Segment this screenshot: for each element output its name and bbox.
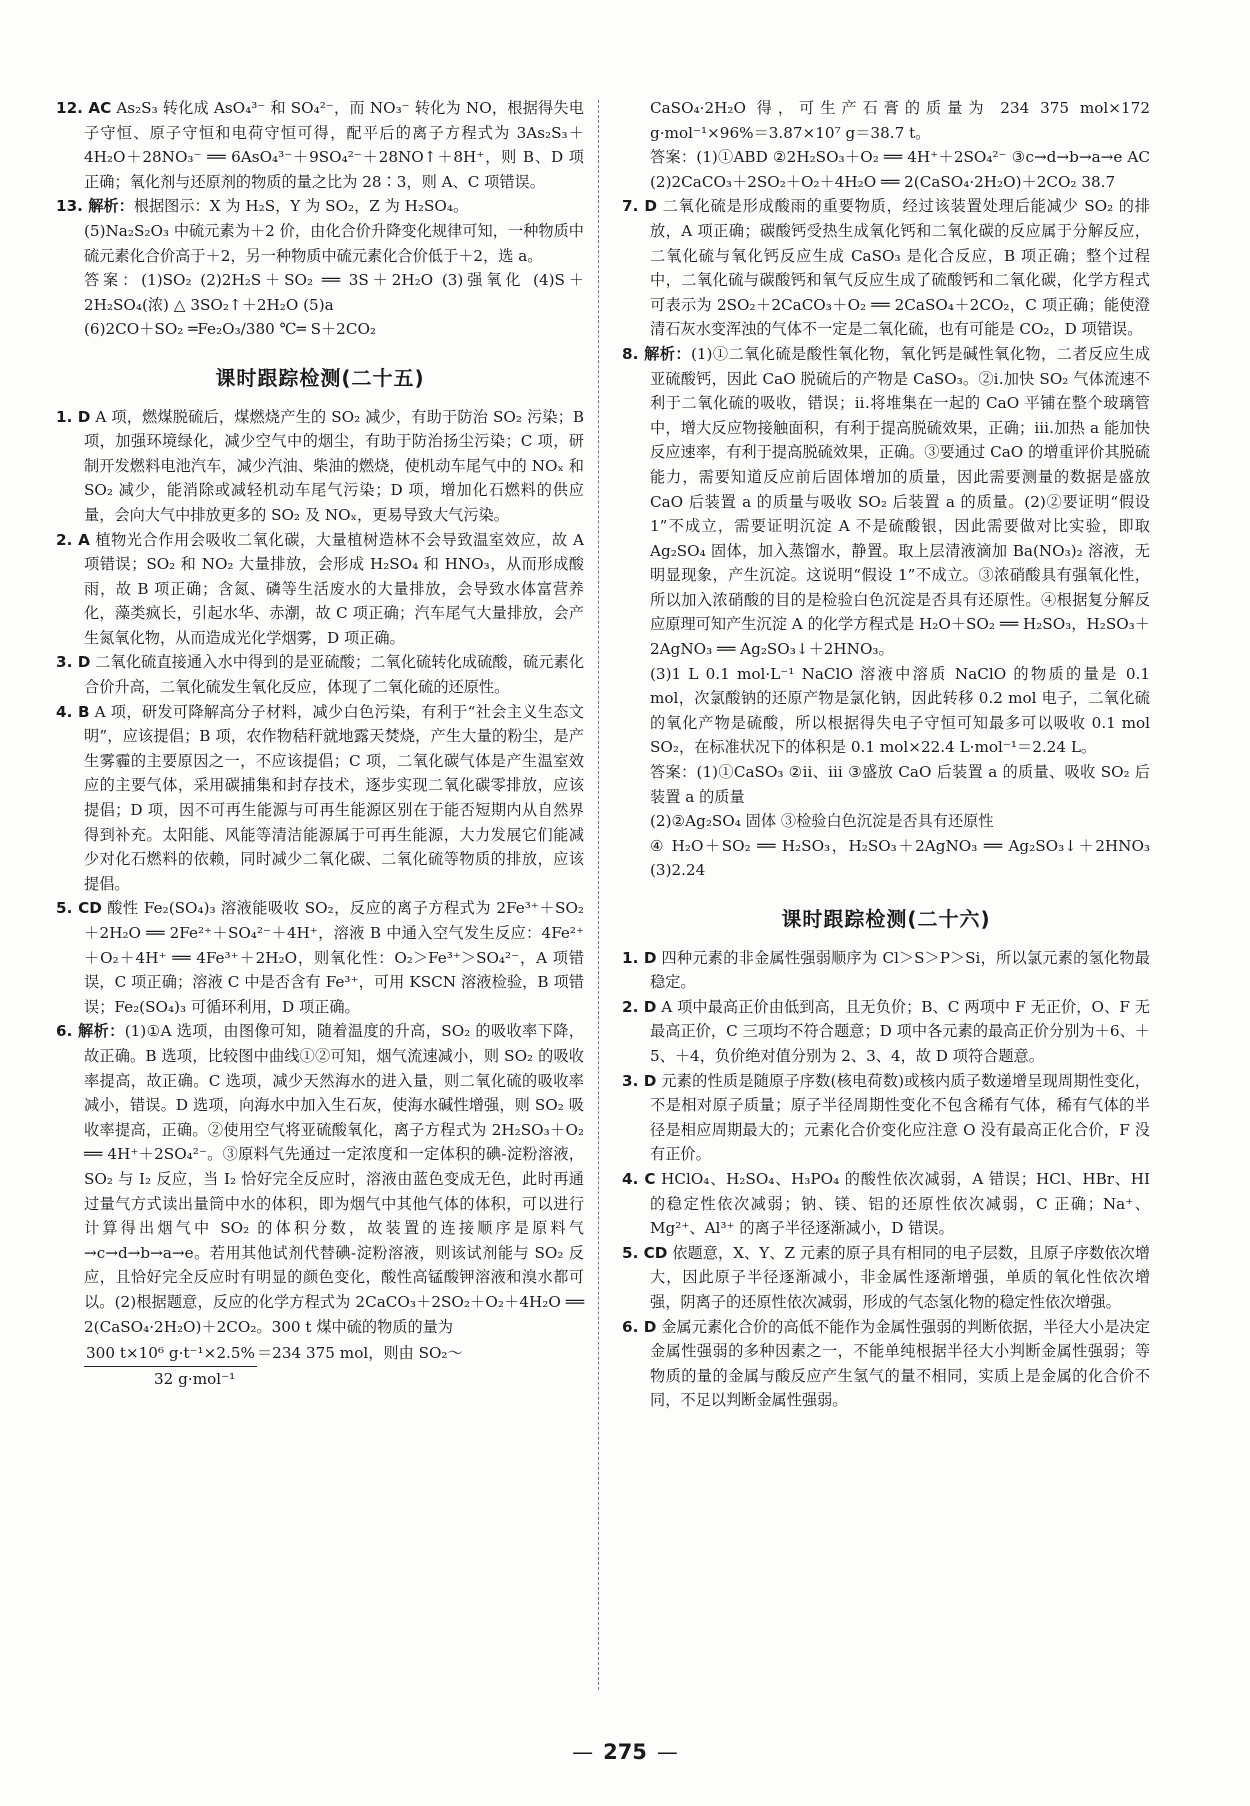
paragraph-text: 二氧化硫是形成酸雨的重要物质，经过该装置处理后能减少 SO₂ 的排放，A 项正确；碳酸钙受热生成氧化钙和二氧化碳的反应属于分解反应，二氧化硫与氧化钙反应生成 CaSO₃ 是化合反应，B 项正确；整个过程中，二氧化硫与碳酸钙和氧气反应生成了硫酸钙和二氧化碳，化学方程式可表示为 2SO₂＋2CaCO₃＋O₂ ══ 2CaSO₄＋2CO₂，C 项正确；能使澄清石灰水变浑浊的气体不一定是二氧化硫，也有可能是 CO₂，D 项错误。 xyxy=(650,197,1150,339)
paragraph-text: 四种元素的非金属性强弱顺序为 Cl＞S＞P＞Si，所以氯元素的氢化物最稳定。 xyxy=(650,948,1150,992)
answer-paragraph xyxy=(56,405,584,528)
paragraph-text: (5)Na₂S₂O₃ 中硫元素为＋2 价，由化合价升降变化规律可知，一种物质中硫元素化合价高于＋2，另一种物质中硫元素化合价低于＋2，选 a。 xyxy=(84,221,584,265)
paragraph-text: 依题意，X、Y、Z 元素的原子具有相同的电子层数，且原子序数依次增大，因此原子半径逐渐减小，非金属性逐渐增强，单质的氧化性依次增强，阴离子的还原性依次减弱，形成的气态氢化物的稳定性依次增强。 xyxy=(650,1243,1150,1311)
answer-paragraph xyxy=(622,96,1150,145)
paragraph-text: (3)1 L 0.1 mol·L⁻¹ NaClO 溶液中溶质 NaClO 的物质的量是 0.1 mol，次氯酸钠的还原产物是氯化钠，因此转移 0.2 mol 电子，二氧化硫的氧化产物是硫酸，所以根据得失电子守恒可知最多可以吸收 0.1 mol SO₂，在标准状况下的体积是 0.1 mol×22.4 L·mol⁻¹＝2.24 L。 xyxy=(650,664,1150,757)
answer-paragraph xyxy=(622,834,1150,883)
paragraph-text: 元素的性质是随原子序数(核电荷数)或核内质子数递增呈现周期性变化，不是相对原子质量；原子半径周期性变化不包含稀有气体，稀有气体的半径是相应周期最大的；元素化合价变化应注意 O 没有最高正化合价，F 没有正价。 xyxy=(650,1071,1150,1164)
answer-paragraph xyxy=(56,219,584,268)
section-heading: 课时跟踪检测(二十五) xyxy=(215,365,425,390)
question-number: 8. 解析： xyxy=(622,344,691,363)
question-number: 1. D xyxy=(622,948,657,967)
answer-paragraph xyxy=(56,650,584,699)
fraction-tail: ＝234 375 mol，则由 SO₂～ xyxy=(256,1344,463,1363)
fraction-expression xyxy=(84,1341,584,1391)
answer-paragraph xyxy=(56,317,584,342)
answer-paragraph xyxy=(56,1019,584,1339)
right-column xyxy=(622,96,1150,1413)
answer-paragraph xyxy=(622,946,1150,995)
answer-paragraph xyxy=(56,268,584,317)
answer-paragraph xyxy=(622,1241,1150,1315)
paragraph-text: 二氧化硫直接通入水中得到的是亚硫酸；二氧化硫转化成硫酸，硫元素化合价升高，二氧化硫发生氧化反应，体现了二氧化硫的还原性。 xyxy=(84,653,585,697)
question-number: 2. A xyxy=(56,530,90,549)
answer-paragraph xyxy=(622,342,1150,662)
paragraph-text: 金属元素化合价的高低不能作为金属性强弱的判断依据，半径大小是决定金属性强弱的多种因素之一，不能单纯根据半径大小判断金属性强弱；等物质的量的金属与酸反应产生氢气的量不相同，实质上是金属的化合价不同，不足以判断金属性强弱。 xyxy=(650,1317,1151,1410)
answer-paragraph xyxy=(622,809,1150,834)
question-number: 5. CD xyxy=(622,1243,668,1262)
paragraph-text: CaSO₄·2H₂O 得，可生产石膏的质量为 234 375 mol×172 g·mol⁻¹×96%＝3.87×10⁷ g＝38.7 t。 xyxy=(650,99,1150,142)
paragraph-text: A 项，研发可降解高分子材料，减少白色污染，有利于“社会主义生态文明”，应该提倡；B 项，农作物秸秆就地露天焚烧，产生大量的粉尘，是产生雾霾的主要原因之一，不应该提倡；C 项，二氧化碳气体是产生温室效应的主要气体，采用碳捕集和封存技术，逐步实现二氧化碳零排放，应该提倡；D 项，因不可再生能源与可再生能源区别在于能否短期内从自然界得到补充。太阳能、风能等清洁能源属于可再生能源，大力发展它们能减少对化石燃料的依赖，同时减少二氧化碳、二氧化硫等物质的排放，应该提倡。 xyxy=(84,702,584,893)
answer-paragraph xyxy=(56,194,584,219)
left-column xyxy=(56,96,584,1391)
paragraph-text: HClO₄、H₂SO₄、H₃PO₄ 的酸性依次减弱，A 错误；HCl、HBr、HI 的稳定性依次减弱；钠、镁、铝的还原性依次减弱，C 正确；Na⁺、Mg²⁺、Al³⁺ 的离子半径逐渐减小，D 错误。 xyxy=(650,1169,1150,1238)
question-number: 1. D xyxy=(56,407,91,426)
column-divider xyxy=(598,100,599,1690)
paragraph-text: 植物光合作用会吸收二氧化碳，大量植树造林不会导致温室效应，故 A 项错误；SO₂ 和 NO₂ 大量排放，会形成 H₂SO₄ 和 HNO₃，从而形成酸雨，故 B 项正确；含氮、磷等生活废水的大量排放，会导致水体富营养化，藻类疯长，引起水华、赤潮，故 C 项正确；汽车尾气大量排放，会产生氮氧化物，从而造成光化学烟雾，D 项正确。 xyxy=(84,530,584,647)
answer-paragraph xyxy=(622,995,1150,1069)
paragraph-text: ④ H₂O＋SO₂ ══ H₂SO₃，H₂SO₃＋2AgNO₃ ══ Ag₂SO₃↓＋2HNO₃ (3)2.24 xyxy=(650,836,1150,880)
page-number: — 275 — xyxy=(572,1740,678,1764)
fraction-denominator: 32 g·mol⁻¹ xyxy=(154,1369,236,1388)
answer-paragraph xyxy=(56,896,584,1019)
question-number: 6. 解析： xyxy=(56,1022,125,1041)
paragraph-text: 根据图示：X 为 H₂S，Y 为 SO₂，Z 为 H₂SO₄。 xyxy=(133,197,469,216)
fraction-numerator: 300 t×10⁶ g·t⁻¹×2.5% xyxy=(84,1341,257,1367)
paragraph-text: (1)①A 选项，由图像可知，随着温度的升高，SO₂ 的吸收率下降，故正确。B 选项，比较图中曲线①②可知，烟气流速减小，则 SO₂ 的吸收率提高，故正确。C 选项，减少天然海水的进入量，则二氧化硫的吸收率减小，错误。D 选项，向海水中加入生石灰，使海水碱性增强，则 SO₂ 吸收率提高，正确。②使用空气将亚硫酸氧化，离子方程式为 2H₂SO₃＋O₂ ══ 4H⁺＋2SO₄²⁻。③原料气先通过一定浓度和一定体积的碘-淀粉溶液，SO₂ 与 I₂ 反应，当 I₂ 恰好完全反应时，溶液由蓝色变成无色，此时再通过量气方式读出量筒中水的体积，即为烟气中其他气体的体积，可以进行计算得出烟气中 SO₂ 的体积分数，故装置的连接顺序是原料气→c→d→b→a→e。若用其他试剂代替碘-淀粉溶液，则该试剂能与 SO₂ 反应，且恰好完全反应时有明显的颜色变化，酸性高锰酸钾溶液和溴水都可以。(2)根据题意，反应的化学方程式为 2CaCO₃＋2SO₂＋O₂＋4H₂O ══ 2(CaSO₄·2H₂O)＋2CO₂。300 t 煤中硫的物质的量为 xyxy=(84,1022,584,1336)
question-number: 12. AC xyxy=(56,99,112,117)
paragraph-text: A 项中最高正价由低到高，且无负价；B、C 两项中 F 无正价，O、F 无最高正价，C 三项均不符合题意；D 项中各元素的最高正价分别为＋6、＋5、＋4，负价绝对值分别为 2、3、4，故 D 项符合题意。 xyxy=(650,997,1150,1065)
question-number: 5. CD xyxy=(56,899,102,918)
section-heading: 课时跟踪检测(二十六) xyxy=(781,907,991,931)
paragraph-text: 酸性 Fe₂(SO₄)₃ 溶液能吸收 SO₂，反应的离子方程式为 2Fe³⁺＋SO₂＋2H₂O ══ 2Fe²⁺＋SO₄²⁻＋4H⁺，溶液 B 中通入空气发生反应：4Fe²⁺＋O₂＋4H⁺ ══ 4Fe³⁺＋2H₂O，则氧化性：O₂＞Fe³⁺＞SO₄²⁻，A 项错误，C 项正确；溶液 C 中是否含有 Fe³⁺，可用 KSCN 溶液检验，B 项错误；Fe₂(SO₄)₃ 可循环利用，D 项正确。 xyxy=(84,899,584,1016)
paragraph-text: (1)①二氧化硫是酸性氧化物，氧化钙是碱性氧化物，二者反应生成亚硫酸钙，因此 CaO 脱硫后的产物是 CaSO₃。②ⅰ.加快 SO₂ 气体流速不利于二氧化硫的吸收，错误；ⅱ.将堆集在一起的 CaO 平铺在整个玻璃管中，增大反应物接触面积，有利于提高脱硫效果，正确；ⅲ.加热 a 能加快反应速率，有利于提高脱硫效果，正确。③要通过 CaO 的增重评价其脱硫能力，需要知道反应前后固体增加的质量，因此需要测量的数据是盛放 CaO 后装置 a 的质量与吸收 SO₂ 后装置 a 的质量。(2)②要证明“假设 1”不成立，需要证明沉淀 A 不是硫酸银，因此需要做对比实验，即取 Ag₂SO₄ 固体，加入蒸馏水，静置。取上层清液滴加 Ba(NO₃)₂ 溶液，无明显现象，产生沉淀。这说明“假设 1”不成立。③浓硝酸具有强氧化性，所以加入浓硝酸的目的是检验白色沉淀是否具有还原性。④根据复分解反应原理可知产生沉淀 A 的化学方程式是 H₂O＋SO₂ ══ H₂SO₃，H₂SO₃＋2AgNO₃ ══ Ag₂SO₃↓＋2HNO₃。 xyxy=(650,344,1151,659)
paragraph-text: A 项，燃煤脱硫后，煤燃烧产生的 SO₂ 减少，有助于防治 SO₂ 污染；B 项，加强环境绿化，减少空气中的烟尘，有助于防治扬尘污染；C 项，研制开发燃料电池汽车，减少汽油、柴油的燃烧，使机动车尾气中的 NOₓ 和 SO₂ 减少，能消除或减轻机动车尾气污染；D 项，增加化石燃料的供应量，会向大气中排放更多的 SO₂ 及 NOₓ，更易导致大气污染。 xyxy=(84,407,585,524)
paragraph-text: As₂S₃ 转化成 AsO₄³⁻ 和 SO₄²⁻，而 NO₃⁻ 转化为 NO，根据得失电子守恒、原子守恒和电荷守恒可得，配平后的离子方程式为 3As₂S₃＋4H₂O＋28NO₃⁻ ══ 6AsO₄³⁻＋9SO₄²⁻＋28NO↑＋8H⁺，则 B、D 项正确；氧化剂与还原剂的物质的量之比为 28∶3，则 A、C 项错误。 xyxy=(84,99,584,191)
answer-paragraph xyxy=(622,1069,1150,1167)
page-number-text: 275 xyxy=(603,1740,647,1764)
question-number: 2. D xyxy=(622,997,657,1016)
answer-paragraph xyxy=(622,662,1150,760)
answer-paragraph xyxy=(622,1315,1150,1413)
question-number: 7. D xyxy=(622,197,658,216)
answer-paragraph xyxy=(622,1167,1150,1241)
question-number: 4. B xyxy=(56,702,90,721)
question-number: 3. D xyxy=(56,653,91,672)
paragraph-text: 答案：(1)SO₂ (2)2H₂S＋SO₂ ══ 3S＋2H₂O (3)强氧化 (4)S＋2H₂SO₄(浓) △ 3SO₂↑＋2H₂O (5)a xyxy=(84,271,584,314)
answer-paragraph xyxy=(56,528,584,651)
answer-paragraph xyxy=(622,760,1150,809)
question-number: 6. D xyxy=(622,1317,657,1336)
paragraph-text: 答案：(1)①CaSO₃ ②ⅱ、ⅲ ③盛放 CaO 后装置 a 的质量、吸收 SO₂ 后装置 a 的质量 xyxy=(650,763,1150,806)
paragraph-text: 答案：(1)①ABD ②2H₂SO₃＋O₂ ══ 4H⁺＋2SO₄²⁻ ③c→d→b→a→e AC (2)2CaCO₃＋2SO₂＋O₂＋4H₂O ══ 2(CaSO₄·2H₂O)＋2CO₂ 38.7 xyxy=(650,148,1150,191)
paragraph-text: (2)②Ag₂SO₄ 固体 ③检验白色沉淀是否具有还原性 xyxy=(650,812,994,831)
paragraph-text: (6)2CO＋SO₂ ═Fe₂O₃/380 ℃═ S＋2CO₂ xyxy=(84,320,376,339)
question-number: 13. 解析： xyxy=(56,197,134,216)
question-number: 4. C xyxy=(622,1169,656,1188)
answer-paragraph xyxy=(622,194,1150,342)
answer-paragraph xyxy=(56,700,584,897)
question-number: 3. D xyxy=(622,1071,657,1090)
answer-paragraph xyxy=(622,145,1150,194)
answer-paragraph xyxy=(56,96,584,194)
